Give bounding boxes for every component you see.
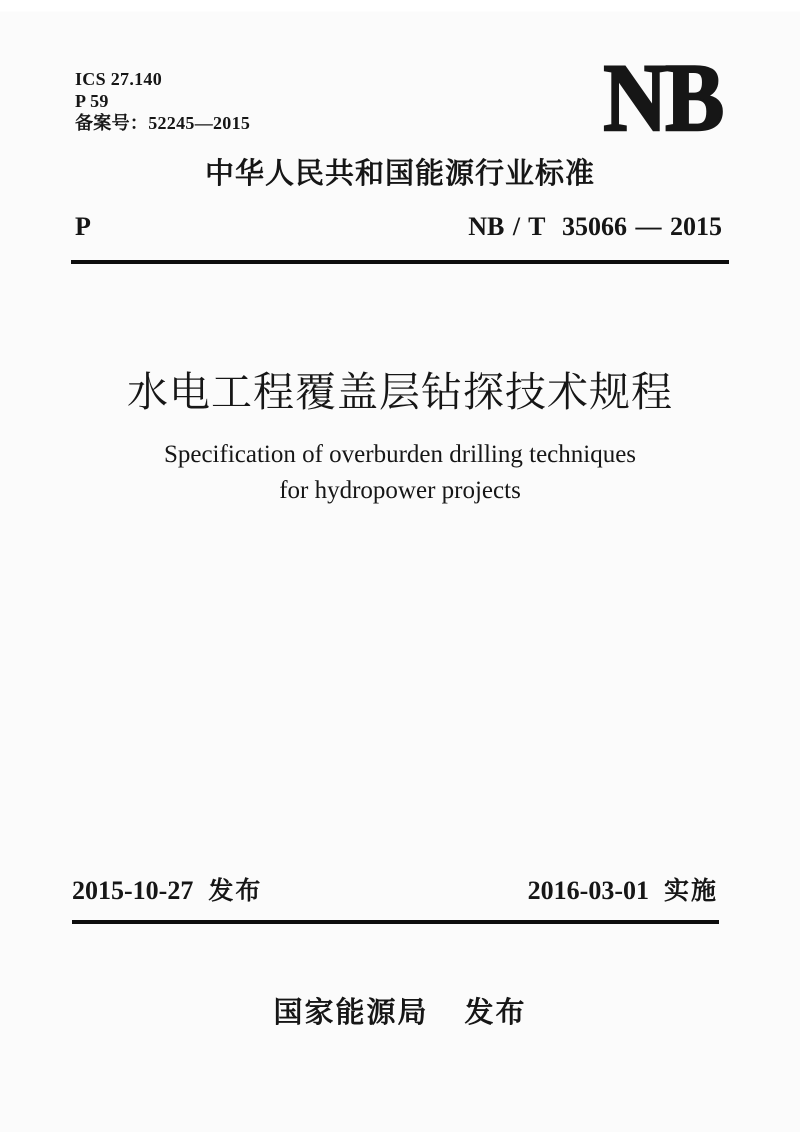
title-english-line2: for hydropower projects	[279, 477, 521, 504]
standard-number: NB / T 35066 — 2015	[468, 212, 722, 241]
publisher-name: 国家能源局	[273, 997, 429, 1029]
issue-label: 发布	[208, 877, 263, 905]
title-english-line1: Specification of overburden drilling techniques	[163, 441, 637, 468]
issue-date: 2015-10-27	[72, 876, 194, 905]
issue-date-group	[72, 877, 262, 905]
doc-class-letter: P	[75, 212, 91, 241]
title-chinese: 水电工程覆盖层钻探技术规程	[127, 369, 673, 415]
ics-code: ICS 27.140	[75, 69, 163, 89]
nb-logo: NB	[602, 44, 722, 151]
classification-codes	[75, 68, 250, 134]
bottom-rule	[72, 920, 719, 924]
record-number: 备案号：52245—2015	[75, 113, 251, 133]
implementation-label: 实施	[663, 877, 718, 905]
class-code: P 59	[75, 91, 109, 111]
implementation-date-group	[528, 877, 718, 905]
standard-number-row	[75, 212, 722, 242]
publish-label: 发布	[464, 997, 527, 1029]
standard-type-heading: 中华人民共和国能源行业标准	[204, 158, 595, 190]
top-rule	[71, 260, 729, 264]
title-english	[0, 437, 800, 509]
publisher-row	[0, 990, 800, 1031]
dates-row	[72, 877, 718, 905]
implementation-date: 2016-03-01	[527, 876, 649, 905]
